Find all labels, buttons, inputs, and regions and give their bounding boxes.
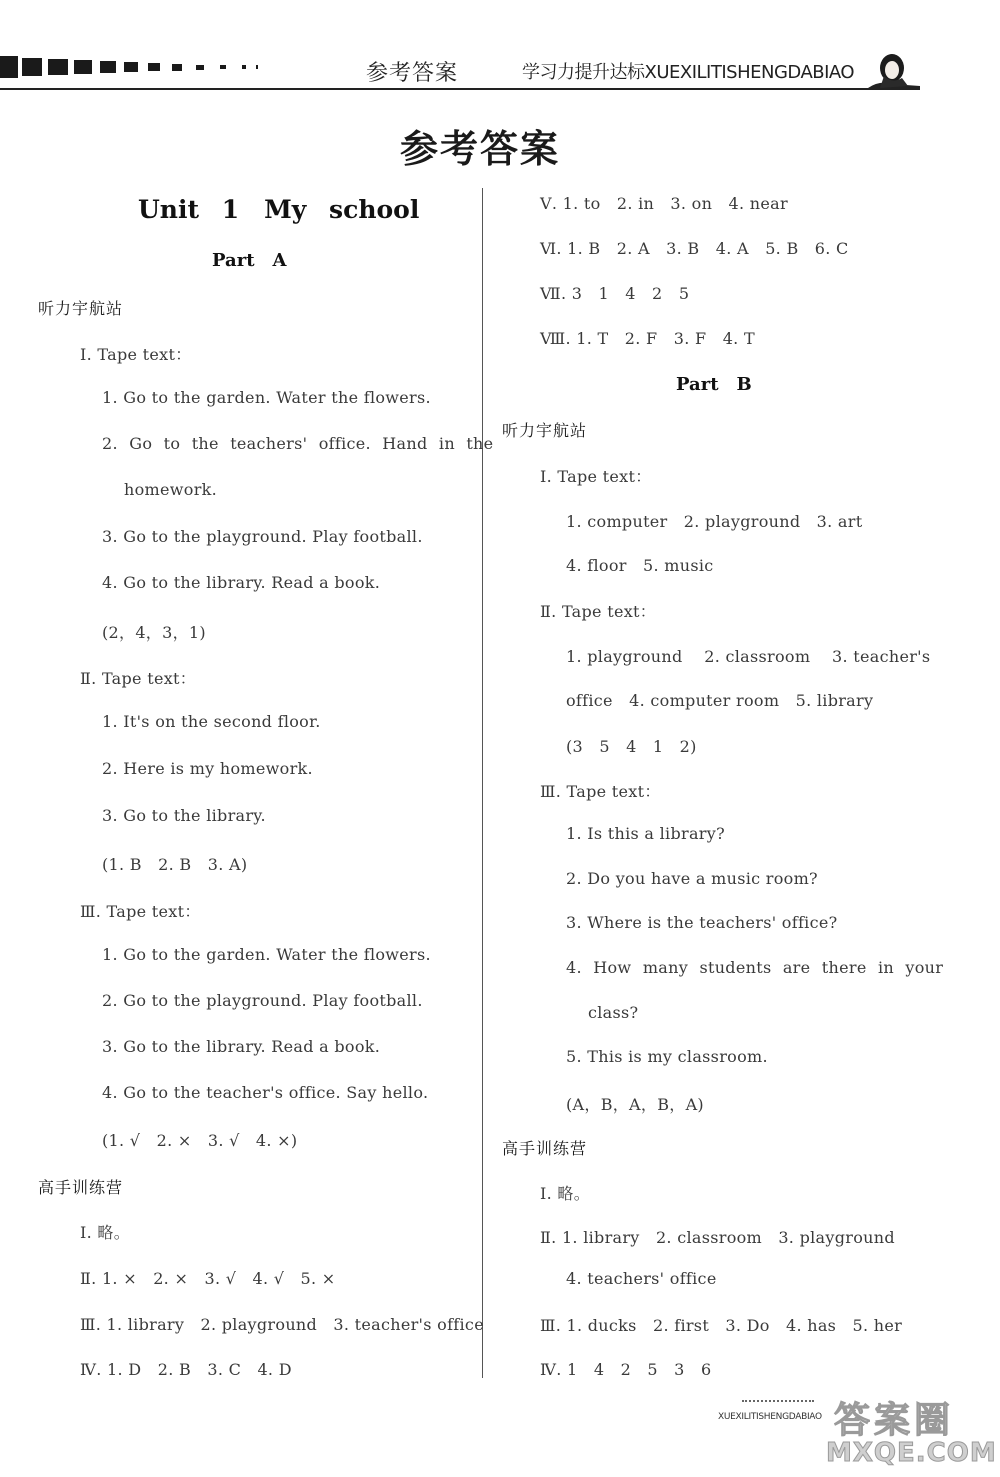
answer-line: (1. B 2. B 3. A) [102,855,248,874]
answer-line: Ⅲ. Tape text： [540,782,661,801]
watermark-logo [818,1392,996,1472]
answer-line: (2，4，3，1) [102,623,206,642]
answer-line: homework. [124,480,218,499]
answer-line: (3 5 4 1 2) [566,737,697,756]
answer-line: 1. Go to the garden. Water the flowers. [102,945,431,964]
answer-line: 3. Where is the teachers' office? [566,913,838,932]
unit-title: Unit 1 My school [138,195,420,224]
column-divider [482,188,483,1378]
section-training-a: 高手训练营 [38,1178,124,1197]
answer-line: 4. floor 5. music [566,556,714,575]
answer-line: 1. It's on the second floor. [102,712,321,731]
answer-line: Ⅷ. 1. T 2. F 3. F 4. T [540,329,755,348]
answer-line: (A，B，A，B，A) [566,1095,704,1114]
answer-line: 3. Go to the playground. Play football. [102,527,423,546]
answer-line: Ⅱ. Tape text： [80,669,197,688]
header-title: 参考答案 [366,61,459,86]
answer-line: Ⅱ. Tape text： [540,602,657,621]
answer-line: (1. √ 2. × 3. √ 4. ×) [102,1131,298,1150]
answer-line: Ⅰ. Tape text： [80,345,192,364]
answer-line: 4. Go to the teacher's office. Say hello. [102,1083,429,1102]
answer-line: Ⅲ. 1. ducks 2. first 3. Do 4. has 5. her [540,1316,903,1335]
answer-line: 2. Go to the teachers' office. Hand in the [102,434,494,453]
header-rule [0,88,880,90]
answer-line: Ⅴ. 1. to 2. in 3. on 4. near [540,194,788,213]
page-header [0,0,1000,100]
answer-line: Ⅱ. 1. library 2. classroom 3. playground [540,1228,895,1247]
header-brand: 学习力提升达标XUEXILITISHENGDABIAO [522,62,855,83]
watermark-top-text: 答案圈 [834,1400,955,1441]
answer-line: class? [588,1003,639,1022]
footer-brand: XUEXILITISHENGDABIAO [718,1412,822,1422]
answer-line: 1. playground 2. classroom 3. teacher's [566,647,931,666]
answer-line: Ⅰ. 略。 [540,1184,590,1203]
answer-line: 1. Is this a library? [566,824,725,843]
answer-line: Ⅳ. 1. D 2. B 3. C 4. D [80,1360,292,1379]
answer-line: Ⅲ. 1. library 2. playground 3. teacher's office [80,1315,484,1334]
answer-line: office 4. computer room 5. library [566,691,874,710]
part-a-heading: Part A [212,250,287,271]
answer-line: 3. Go to the library. [102,806,266,825]
answer-line: Ⅶ. 3 1 4 2 5 [540,284,690,303]
answer-line: 5. This is my classroom. [566,1047,768,1066]
section-training-b: 高手训练营 [502,1139,588,1158]
answer-line: 1. Go to the garden. Water the flowers. [102,388,431,407]
answer-line: 2. Do you have a music room? [566,869,818,888]
part-b-heading: Part B [676,374,752,395]
answer-line: 2. Go to the playground. Play football. [102,991,423,1010]
section-listening-b: 听力宇航站 [502,421,588,440]
section-listening-a: 听力宇航站 [38,299,124,318]
page-title: 参考答案 [399,126,560,171]
answer-line: 4. How many students are there in your [566,958,944,977]
answer-line: Ⅳ. 1 4 2 5 3 6 [540,1360,712,1379]
answer-line: 3. Go to the library. Read a book. [102,1037,381,1056]
answer-line: Ⅰ. Tape text： [540,467,652,486]
answer-line: Ⅵ. 1. B 2. A 3. B 4. A 5. B 6. C [540,239,849,258]
student-portrait-icon [866,50,922,90]
answer-line: Ⅲ. Tape text： [80,902,201,921]
answer-line: 1. computer 2. playground 3. art [566,512,863,531]
answer-line: 4. Go to the library. Read a book. [102,573,381,592]
answer-line: 2. Here is my homework. [102,759,313,778]
answer-line: Ⅱ. 1. × 2. × 3. √ 4. √ 5. × [80,1269,336,1288]
watermark-bottom-text: MXQE.COM [826,1438,997,1468]
footer-dots [742,1400,814,1402]
answer-line: 4. teachers' office [566,1269,717,1288]
answer-line: Ⅰ. 略。 [80,1223,130,1242]
